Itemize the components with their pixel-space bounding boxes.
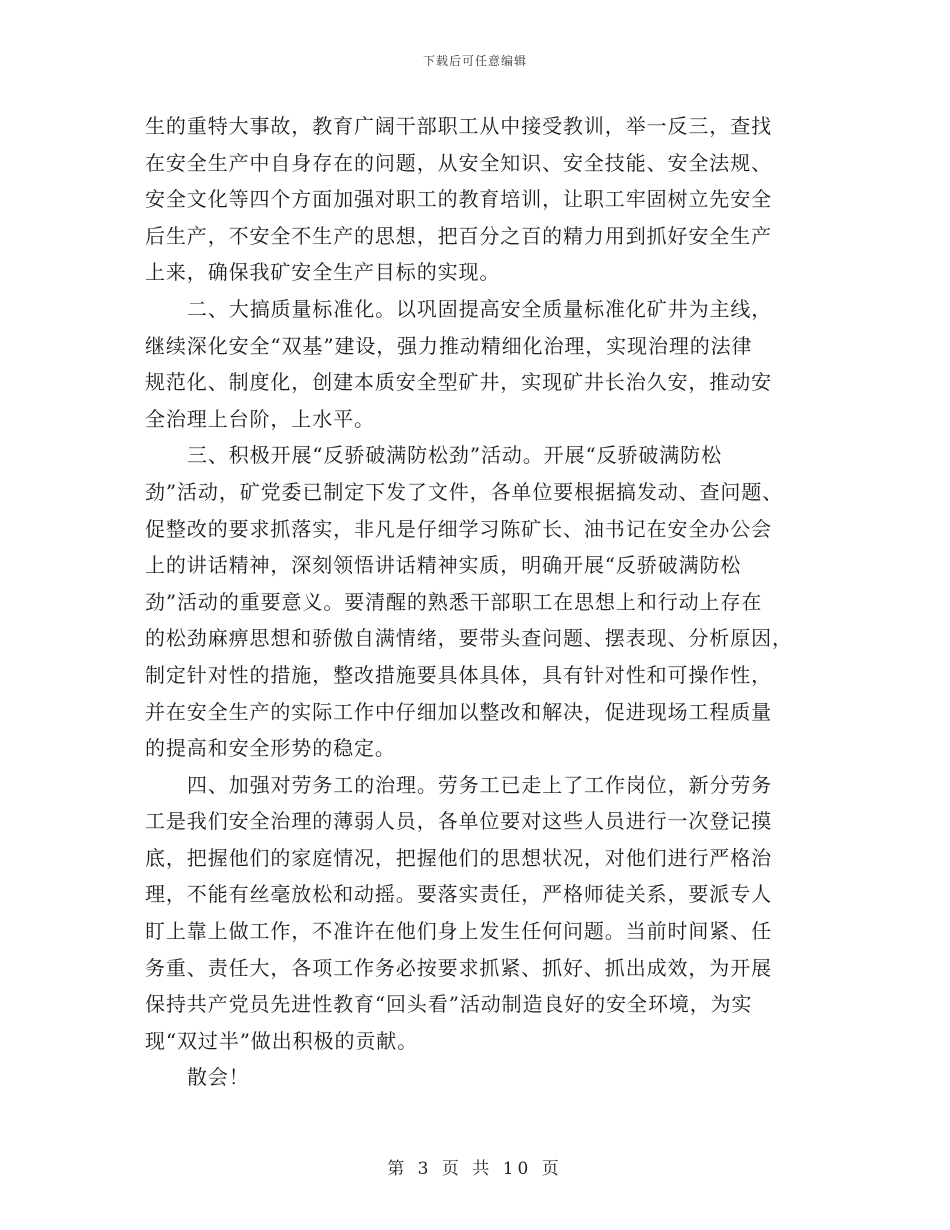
footer-prefix: 第 bbox=[387, 1159, 409, 1179]
page-footer bbox=[0, 1154, 950, 1179]
text-line: 保持共产党员先进性教育“回头看”活动制造良好的安全环境，为实 bbox=[145, 992, 753, 1017]
footer-middle: 页 共 bbox=[441, 1159, 494, 1179]
paragraph-start-line: 四、加强对劳务工的治理。劳务工已走上了工作岗位，新分劳务 bbox=[187, 772, 773, 797]
text-line: 生的重特大事故，教育广阔干部职工从中接受教训，举一反三，查找 bbox=[145, 114, 772, 138]
text-line: 的提高和安全形势的稳定。 bbox=[145, 736, 396, 761]
text-line: 继续深化安全“双基”建设，强力推动精细化治理，实现治理的法律 bbox=[145, 333, 753, 358]
text-line: 上来，确保我矿安全生产目标的实现。 bbox=[145, 260, 501, 285]
text-line: 劲”活动，矿党委已制定下发了文件，各单位要根据搞发动、查问题、 bbox=[145, 479, 784, 504]
text-line: 工是我们安全治理的薄弱人员，各单位要对这些人员进行一次登记摸 bbox=[145, 809, 772, 834]
text-line: 盯上靠上做工作，不准许在他们身上发生任何问题。当前时间紧、任 bbox=[145, 919, 772, 944]
text-line: 制定针对性的措施，整改措施要具体具体，具有针对性和可操作性， bbox=[145, 662, 772, 687]
paragraph-start-line: 二、大搞质量标准化。以巩固提高安全质量标准化矿井为主线， bbox=[187, 296, 773, 321]
text-line: 促整改的要求抓落实，非凡是仔细学习陈矿长、油书记在安全办公会 bbox=[145, 516, 772, 541]
text-line: 在安全生产中自身存在的问题，从安全知识、安全技能、安全法规、 bbox=[145, 150, 772, 175]
text-line: 并在安全生产的实际工作中仔细加以整改和解决，促进现场工程质量 bbox=[145, 699, 772, 724]
text-line: 全治理上台阶，上水平。 bbox=[145, 406, 375, 431]
footer-suffix: 页 bbox=[541, 1159, 563, 1179]
text-line: 后生产，不安全不生产的思想，把百分之百的精力用到抓好安全生产 bbox=[145, 223, 772, 248]
text-line: 上的讲话精神，深刻领悟讲话精神实质，明确开展“反骄破满防松 bbox=[145, 553, 742, 578]
page-header: 下载后可任意编辑 bbox=[422, 54, 527, 68]
text-line: 劲”活动的重要意义。要清醒的熟悉干部职工在思想上和行动上存在 bbox=[145, 589, 763, 614]
total-pages: 10 bbox=[502, 1159, 533, 1179]
text-line: 务重、责任大，各项工作务必按要求抓紧、抓好、抓出成效，为开展 bbox=[145, 955, 772, 980]
text-line: 底，把握他们的家庭情况，把握他们的思想状况，对他们进行严格治 bbox=[145, 845, 772, 870]
paragraph-start-line: 三、积极开展“反骄破满防松劲”活动。开展“反骄破满防松 bbox=[187, 443, 722, 468]
text-line: 理，不能有丝毫放松和动摇。要落实责任，严格师徒关系，要派专人 bbox=[145, 882, 772, 907]
body-text bbox=[145, 108, 805, 1096]
text-line: 现“双过半”做出积极的贡献。 bbox=[145, 1028, 419, 1053]
closing-line: 散会！ bbox=[187, 1065, 250, 1090]
text-line: 安全文化等四个方面加强对职工的教育培训，让职工牢固树立先安全 bbox=[145, 187, 772, 212]
text-line: 规范化、制度化，创建本质安全型矿井，实现矿井长治久安，推动安 bbox=[145, 370, 772, 395]
text-line: 的松劲麻痹思想和骄傲自满情绪，要带头查问题、摆表现、分析原因， bbox=[145, 626, 793, 651]
current-page-number: 3 bbox=[417, 1159, 433, 1179]
